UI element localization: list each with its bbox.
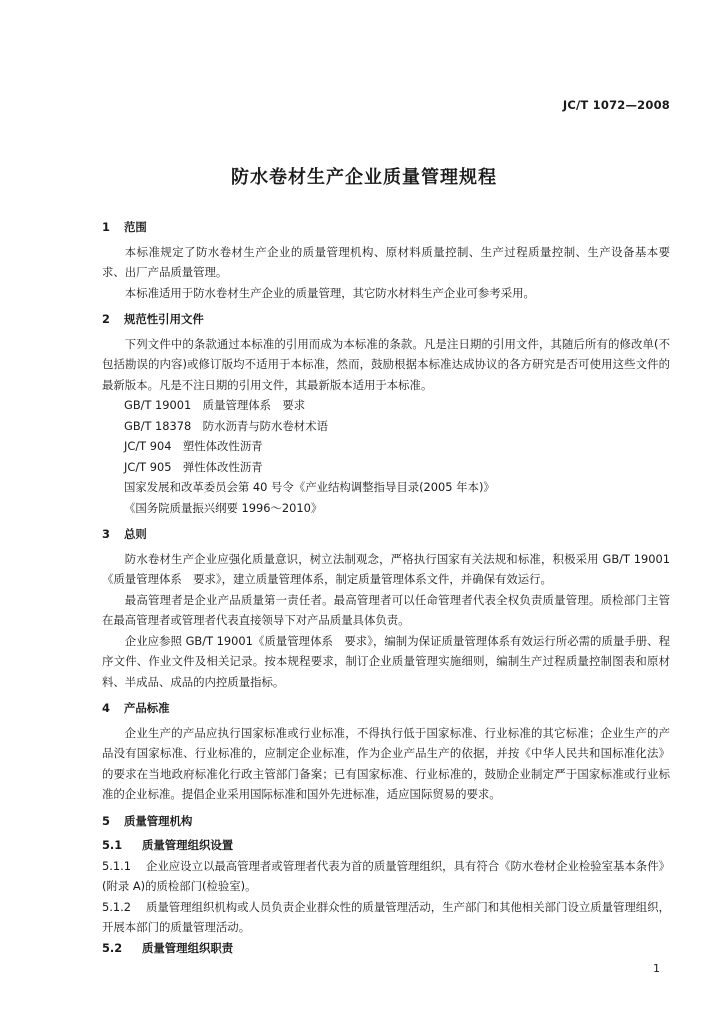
clause-number: 5.1.2 xyxy=(102,899,131,914)
reference-item: 国家发展和改革委员会第 40 号令《产业结构调整指导目录(2005 年本)》 xyxy=(124,480,495,494)
paragraph: 本标准规定了防水卷材生产企业的质量管理机构、原材料质量控制、生产过程质量控制、生产设备基本要求、出厂产品质量管理。 xyxy=(102,244,670,279)
clause-text: 质量管理组织机构或人员负责企业群众性的质量管理活动，生产部门和其他相关部门设立质量管理组织，开展本部门的质量管理活动。 xyxy=(102,899,670,934)
standard-code: JC/T 1072—2008 xyxy=(562,98,670,112)
paragraph: 下列文件中的条款通过本标准的引用而成为本标准的条款。凡是注日期的引用文件，其随后所有的修改单(不包括勘误的内容)或修订版均不适用于本标准，然而，鼓励根据本标准达成协议的各方研究是否可使用这些文件的最新版本。凡是不注日期的引用文件，其最新版本适用于本标准。 xyxy=(102,336,670,392)
section-heading xyxy=(102,217,670,238)
section-number: 1 xyxy=(102,220,110,234)
document-title: 防水卷材生产企业质量管理规程 xyxy=(231,167,497,188)
section-number: 4 xyxy=(102,701,110,715)
subsection-number: 5.1 xyxy=(102,838,123,852)
reference-item: JC/T 905 弹性体改性沥青 xyxy=(124,459,263,474)
clause-text: 企业应设立以最高管理者或管理者代表为首的质量管理组织，具有符合《防水卷材企业检验室基本条件》(附录 A)的质检部门(检验室)。 xyxy=(102,858,670,893)
reference-item: JC/T 904 塑性体改性沥青 xyxy=(124,439,263,453)
subsection-number: 5.2 xyxy=(102,940,123,955)
section-title: 范围 xyxy=(124,220,147,234)
section-title: 产品标准 xyxy=(124,701,170,715)
paragraph: 最高管理者是企业产品质量第一责任者。最高管理者可以任命管理者代表全权负责质量管理。质检部门主管在最高管理者或管理者代表直接领导下对产品质量具体负责。 xyxy=(102,592,670,627)
clause xyxy=(102,897,670,938)
section-title: 规范性引用文件 xyxy=(124,312,204,326)
paragraph: 防水卷材生产企业应强化质量意识，树立法制观念，严格执行国家有关法规和标准，积极采用 GB/T 19001《质量管理体系 要求》，建立质量管理体系，制定质量管理体系文件，并确保有效运行。 xyxy=(102,551,670,586)
paragraph: 企业应参照 GB/T 19001《质量管理体系 要求》，编制为保证质量管理体系有效运行所必需的质量手册、程序文件、作业文件及相关记录。按本规程要求，制订企业质量管理实施细则，编制生产过程质量控制图表和原材料、半成品、成品的内控质量指标。 xyxy=(102,633,670,689)
clause-number: 5.1.1 xyxy=(102,858,131,873)
section-heading xyxy=(102,524,670,545)
section-heading xyxy=(102,811,670,832)
subsection-title: 质量管理组织职责 xyxy=(142,940,234,955)
paragraph: 本标准适用于防水卷材生产企业的质量管理，其它防水材料生产企业可参考采用。 xyxy=(124,285,535,300)
subsection-heading xyxy=(102,938,670,959)
paragraph: 企业生产的产品应执行国家标准或行业标准，不得执行低于国家标准、行业标准的其它标准；企业生产的产品没有国家标准、行业标准的，应制定企业标准，作为企业产品生产的依据，并按《中华人民共和国标准化法》的要求在当地政府标准化行政主管部门备案；已有国家标准、行业标准的，鼓励企业制定严于国家标准或行业标准的企业标准。提倡企业采用国际标准和国外先进标准，适应国际贸易的要求。 xyxy=(102,725,670,801)
subsection-heading xyxy=(102,835,670,856)
clause xyxy=(102,856,670,897)
document-body xyxy=(102,217,670,958)
section-heading xyxy=(102,309,670,330)
section-number: 3 xyxy=(102,527,110,541)
section-title: 总则 xyxy=(124,527,147,541)
reference-item: GB/T 19001 质量管理体系 要求 xyxy=(124,398,306,412)
subsection-title: 质量管理组织设置 xyxy=(142,838,234,852)
reference-item: 《国务院质量振兴纲要 1996～2010》 xyxy=(124,500,323,515)
section-number: 2 xyxy=(102,312,110,326)
reference-item: GB/T 18378 防水沥青与防水卷材术语 xyxy=(124,418,328,433)
section-heading xyxy=(102,698,670,719)
section-number: 5 xyxy=(102,813,110,828)
page-number: 1 xyxy=(653,962,660,975)
section-title: 质量管理机构 xyxy=(124,813,193,828)
